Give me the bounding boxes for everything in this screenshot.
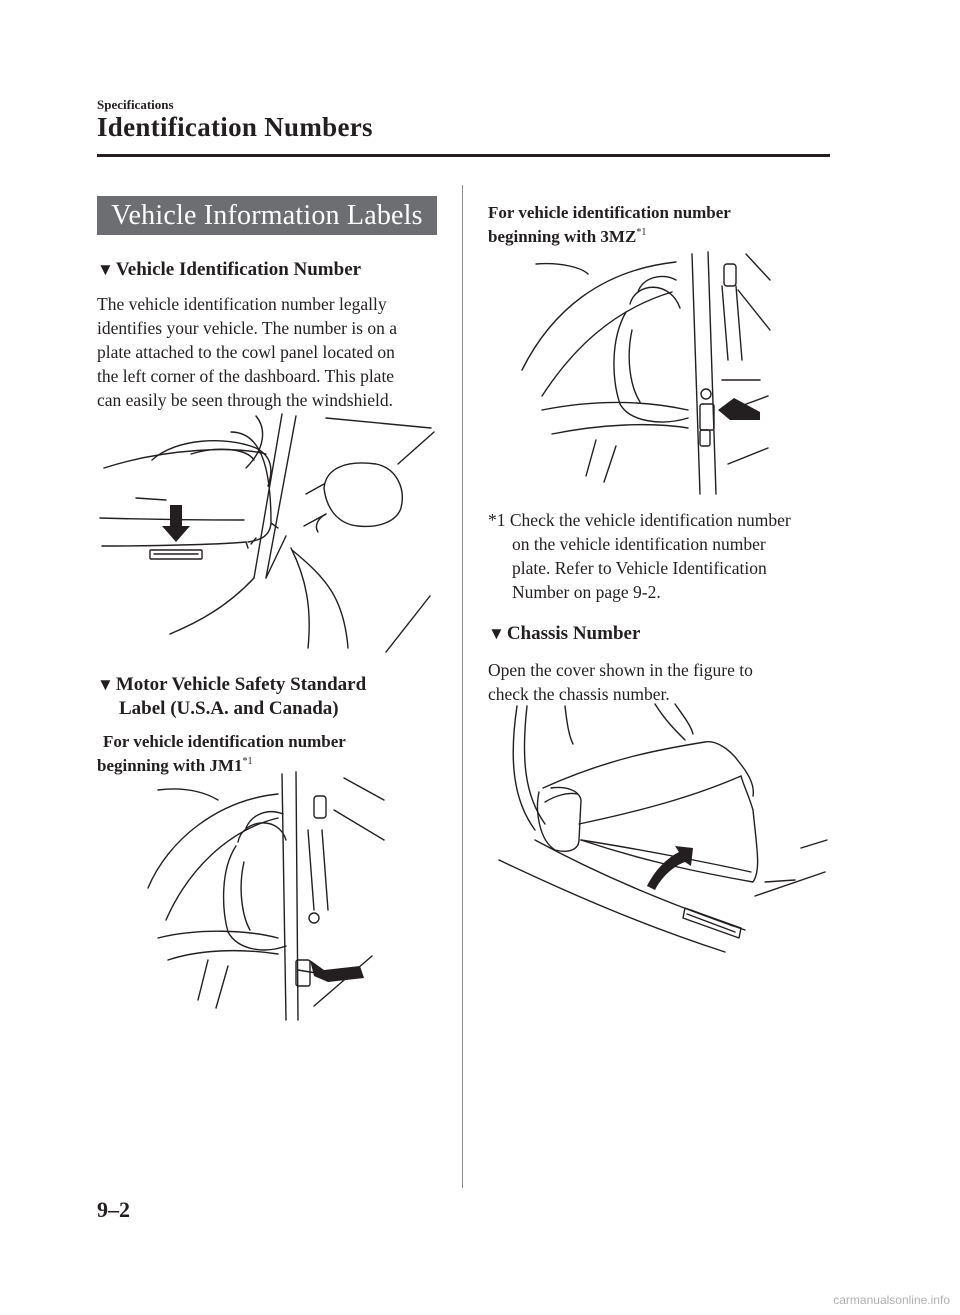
page-title: Identification Numbers (97, 112, 373, 142)
chassis-paragraph (488, 658, 753, 706)
column-divider (462, 185, 463, 1188)
footnote-ref: *1 (636, 227, 647, 238)
vin-heading: ▼ Vehicle Identification Number (97, 259, 362, 280)
paragraph-line: The vehicle identification number legally (97, 294, 387, 314)
footnote-ref: *1 (242, 756, 253, 767)
title-rule (97, 154, 830, 157)
footnote: *1 Check the vehicle identification number on the vehicle identification number plate. Refer to Vehicle Identification Number on page 9-2. (488, 510, 791, 602)
triangle-bullet-icon: ▼ (488, 624, 505, 643)
chassis-cover-illustration (495, 700, 830, 955)
vin-paragraph (97, 292, 397, 412)
paragraph-line: check the chassis number. (488, 684, 670, 704)
page-number: 9–2 (97, 1197, 130, 1222)
paragraph-line: Open the cover shown in the figure to (488, 660, 753, 680)
door-label-3mz-illustration (512, 250, 772, 500)
mvss-heading: ▼ Motor Vehicle Safety Standard Label (U.S.A. and Canada) (97, 674, 367, 719)
triangle-bullet-icon: ▼ (97, 675, 114, 694)
vin-plate-illustration (96, 408, 442, 656)
section-label: Specifications (97, 97, 174, 112)
3mz-subheading: For vehicle identification number beginning with 3MZ$^{*1}$ (488, 203, 731, 246)
watermark: carmanualsonline.info (833, 1293, 950, 1307)
paragraph-line: identifies your vehicle. The number is on a (97, 318, 398, 338)
paragraph-line: the left corner of the dashboard. This plate (97, 366, 395, 386)
triangle-bullet-icon: ▼ (97, 260, 114, 279)
door-label-jm1-illustration (138, 770, 388, 1032)
paragraph-line: can easily be seen through the windshield. (97, 390, 393, 410)
section-banner: Vehicle Information Labels (97, 196, 437, 235)
footnote-marker: *1 (488, 510, 506, 530)
chassis-heading: ▼ Chassis Number (488, 623, 641, 644)
paragraph-line: plate attached to the cowl panel located on (97, 342, 395, 362)
jm1-subheading: For vehicle identification number beginning with JM1$^{*1}$ (97, 732, 346, 775)
